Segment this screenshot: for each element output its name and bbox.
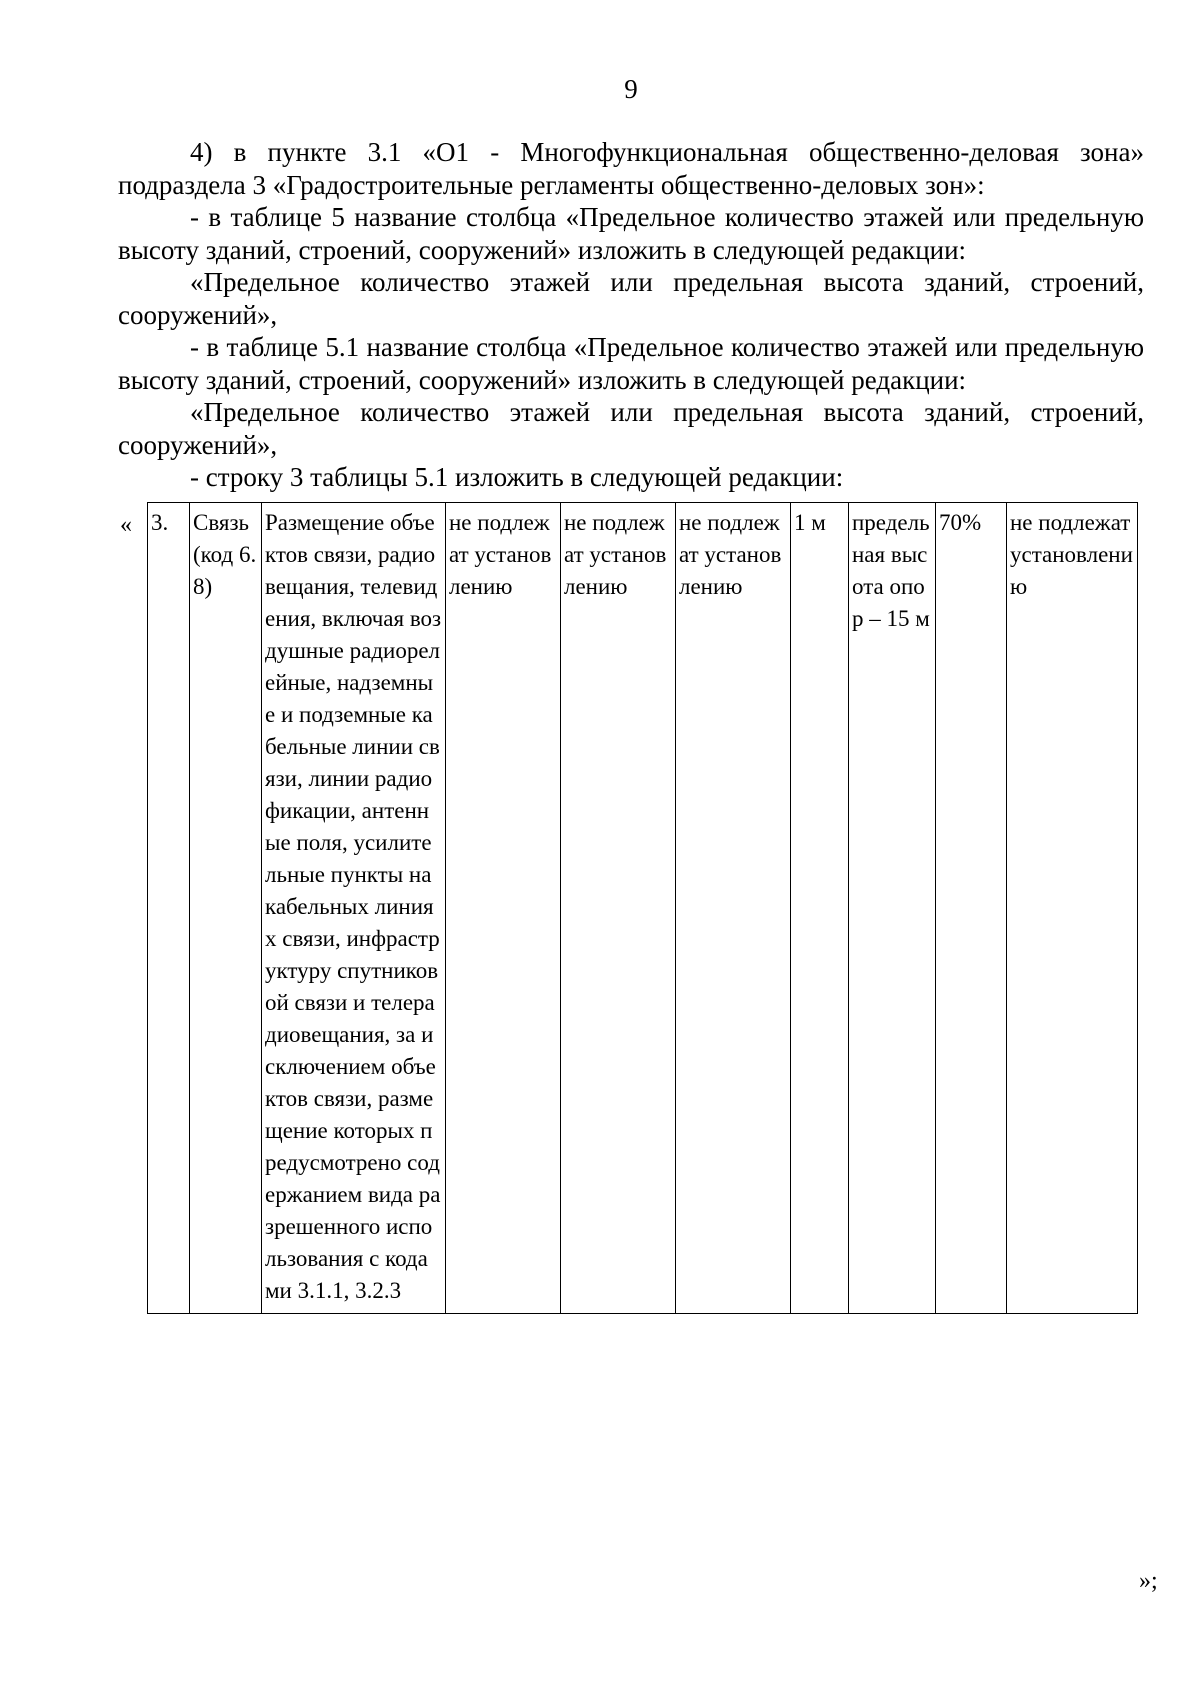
amendment-table-wrap (147, 502, 1138, 1314)
cell-col-6: не подлежат установлению (676, 503, 791, 1314)
amendment-table (147, 502, 1138, 1314)
paragraph-3: «Предельное количество этажей или предельная высота зданий, строений, сооружений», (118, 267, 1144, 330)
cell-coverage: 70% (936, 503, 1007, 1314)
page-number: 9 (624, 74, 638, 104)
cell-height-limit: предельная высота опор – 15 м (849, 503, 936, 1314)
document-body (118, 136, 1144, 494)
closing-quote: »; (1139, 1568, 1158, 1594)
cell-use-description: Размещение объектов связи, радиовещания, телевидения, включая воздушные радиорелейные, надземные и подземные кабельные линии связи, линии радиофикации, антенные поля, усилительные пункты на кабельных линиях связи, инфраструктуру спутниковой связи и телерадиовещания, за исключением объектов связи, размещение которых предусмотрено содержанием вида разрешенного использования с кодами 3.1.1, 3.2.3 (262, 503, 446, 1314)
paragraph-5: «Предельное количество этажей или предельная высота зданий, строений, сооружений», (118, 397, 1144, 460)
paragraph-2: - в таблице 5 название столбца «Предельное количество этажей или предельную высоту зданий, строений, сооружений» изложить в следующей редакции: (118, 202, 1144, 265)
paragraph-1: 4) в пункте 3.1 «О1 - Многофункциональная общественно-деловая зона» подраздела 3 «Градостроительные регламенты общественно-деловых зон»: (118, 137, 1144, 200)
cell-setback: 1 м (791, 503, 849, 1314)
cell-row-number: 3. (148, 503, 190, 1314)
cell-last: не подлежат установлению (1007, 503, 1138, 1314)
opening-quote: « (120, 512, 132, 538)
cell-use-name: Связь (код 6.8) (190, 503, 262, 1314)
cell-col-5: не подлежат установлению (561, 503, 676, 1314)
paragraph-6: - строку 3 таблицы 5.1 изложить в следующей редакции: (190, 462, 844, 492)
table-row (148, 503, 1138, 1314)
paragraph-4: - в таблице 5.1 название столбца «Предельное количество этажей или предельную высоту зданий, строений, сооружений» изложить в следующей редакции: (118, 332, 1144, 395)
cell-col-4: не подлежат установлению (446, 503, 561, 1314)
